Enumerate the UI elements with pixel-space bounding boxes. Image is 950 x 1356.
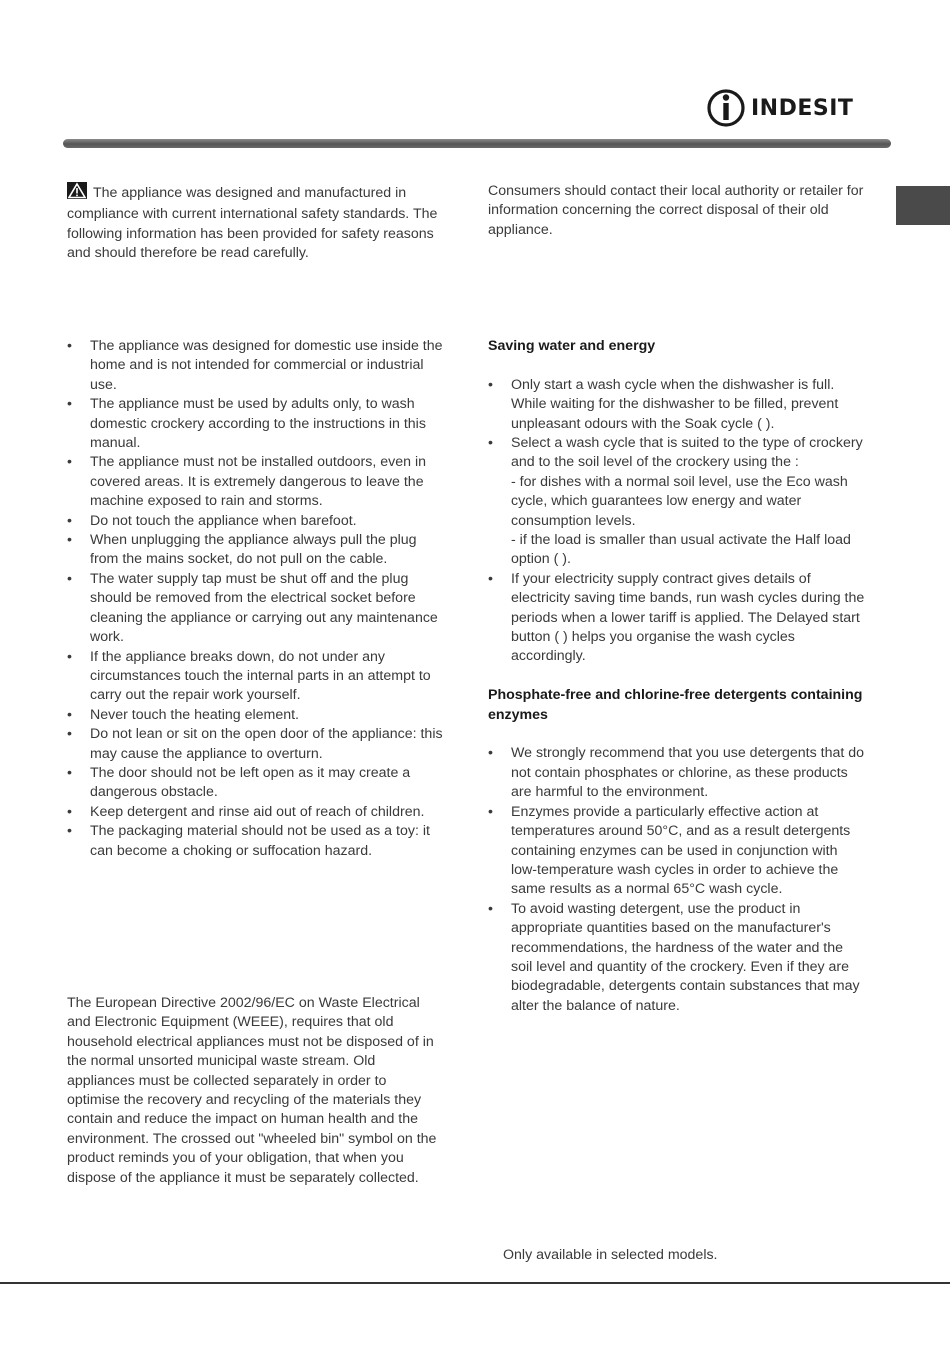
indesit-logo: [706, 88, 853, 128]
intro-block: [67, 182, 443, 264]
saving-item: • Only start a wash cycle when the dishwasher is full. While waiting for the dishwasher to be filled, prevent unpleasant odours with the Soak cycle ( ).: [488, 376, 866, 434]
safety-item: • The appliance was designed for domestic use inside the home and is not intended for commercial or industrial use.: [67, 337, 443, 395]
saving-list: [488, 376, 866, 667]
safety-item: • The water supply tap must be shut off and the plug should be removed from the electrical socket before cleaning the appliance or carrying out any maintenance work.: [67, 570, 443, 648]
saving-item-text: Select a wash cycle that is suited to the type of crockery and to the soil level of the crockery using the :: [511, 435, 863, 471]
safety-item: • The appliance must not be installed outdoors, even in covered areas. It is extremely dangerous to leave the machine exposed to rain and storms.: [67, 453, 443, 511]
safety-item: • The door should not be left open as it may create a dangerous obstacle.: [67, 764, 443, 803]
detergents-item: • We strongly recommend that you use detergents that do not contain phosphates or chlorine, as these products are harmful to the environment.: [488, 744, 866, 802]
indesit-logo-mark-icon: [706, 88, 746, 128]
safety-item: • When unplugging the appliance always pull the plug from the mains socket, do not pull on the cable.: [67, 531, 443, 570]
saving-item: • If your electricity supply contract gives details of electricity saving time bands, run wash cycles during the periods when a lower tariff is applied. The Delayed start button ( ) helps you organise the wash cycles accordingly.: [488, 570, 866, 667]
saving-sub-note: - for dishes with a normal soil level, use the Eco wash cycle, which guarantees low energy and water consumption levels.: [511, 473, 848, 529]
intro-text: The appliance was designed and manufactured in compliance with current international safety standards. The following information has been provided for safety reasons and should therefore be read carefully.: [67, 185, 438, 262]
saving-heading: Saving water and energy: [488, 338, 656, 354]
disposal-block: [488, 182, 866, 240]
brand-name: INDESIT: [751, 96, 854, 122]
safety-list: [67, 337, 443, 861]
safety-item: • Do not lean or sit on the open door of the appliance: this may cause the appliance to overturn.: [67, 725, 443, 764]
detergents-list: [488, 744, 866, 1016]
saving-item: [488, 434, 866, 570]
weee-block: [67, 994, 443, 1188]
footer-rule: [0, 1282, 950, 1284]
safety-item: • If the appliance breaks down, do not under any circumstances touch the internal parts in an attempt to carry out the repair work yourself.: [67, 648, 443, 706]
safety-item: • Keep detergent and rinse aid out of reach of children.: [67, 803, 443, 822]
intro-paragraph: [67, 182, 443, 264]
detergents-item: • To avoid wasting detergent, use the product in appropriate quantities based on the manufacturer's recommendations, the hardness of the water and the soil level and quantity of the crockery. Even if they are biodegradable, detergents contain substances that may alter the balance of nature.: [488, 900, 866, 1016]
saving-sub-note: - if the load is smaller than usual activate the Half load option ( ).: [511, 532, 851, 568]
safety-item: • Do not touch the appliance when barefoot.: [67, 512, 443, 531]
safety-item: • The packaging material should not be used as a toy: it can become a choking or suffocation hazard.: [67, 822, 443, 861]
detergents-item: • Enzymes provide a particularly effective action at temperatures around 50°C, and as a result detergents containing enzymes can be used in conjunction with low-temperature wash cycles in order to achieve the same results as a normal 65°C wash cycle.: [488, 803, 866, 900]
header-rule: [63, 139, 891, 148]
consumers-paragraph: Consumers should contact their local authority or retailer for information concerning the correct disposal of their old appliance.: [488, 183, 864, 238]
safety-item: • The appliance must be used by adults only, to wash domestic crockery according to the instructions in this manual.: [67, 395, 443, 453]
weee-paragraph: The European Directive 2002/96/EC on Waste Electrical and Electronic Equipment (WEEE), requires that old household electrical appliances must not be disposed of in the normal unsorted municipal waste stream. Old appliances must be collected separately in order to optimise the recovery and recycling of the materials they contain and reduce the impact on human health and the environment. The crossed out "wheeled bin" symbol on the product reminds you of your obligation, that when you dispose of the appliance it must be separately collected.: [67, 995, 437, 1186]
warning-icon: [67, 182, 87, 205]
safety-list-block: [67, 337, 443, 861]
footnote: Only available in selected models.: [503, 1247, 718, 1263]
saving-block: [488, 337, 866, 1016]
section-tab: [896, 186, 950, 225]
safety-item: • Never touch the heating element.: [67, 706, 443, 725]
detergents-heading: Phosphate-free and chlorine-free detergents containing enzymes: [488, 687, 863, 723]
